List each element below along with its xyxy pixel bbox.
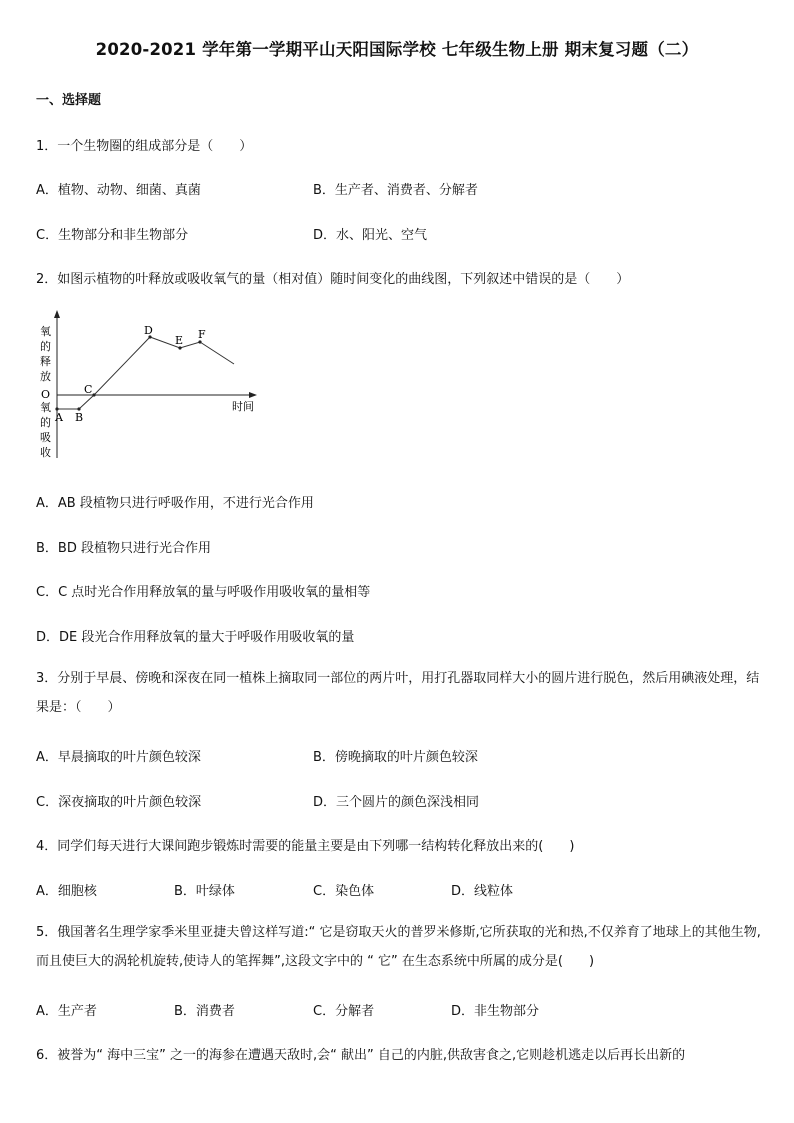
question-1-option-c: C．生物部分和非生物部分 — [36, 228, 189, 243]
question-2-option-b: B．BD 段植物只进行光合作用 — [36, 541, 211, 556]
y-label-bottom-3: 吸 — [40, 431, 51, 444]
origin-label: O — [41, 388, 51, 401]
question-2-option-a: A．AB 段植物只进行呼吸作用，不进行光合作用 — [36, 496, 314, 511]
point-f-label: F — [198, 328, 206, 341]
page-title: 2020-2021 学年第一学期平山天阳国际学校 七年级生物上册 期末复习题（二） — [95, 40, 699, 59]
question-3-option-d: D．三个圆片的颜色深浅相同 — [313, 795, 480, 810]
x-axis-label: 时间 — [232, 400, 254, 413]
question-1-option-a: A．植物、动物、细菌、真菌 — [36, 183, 201, 198]
question-1-stem: 1．一个生物圈的组成部分是（ ） — [36, 139, 253, 154]
question-3-option-b: B．傍晚摘取的叶片颜色较深 — [313, 750, 478, 765]
point-d-label: D — [144, 324, 153, 337]
y-label-top-4: 放 — [40, 370, 51, 383]
question-4-option-a: A．细胞核 — [36, 884, 97, 899]
y-label-top-2: 的 — [40, 340, 51, 353]
y-label-top-3: 释 — [40, 355, 51, 368]
oxygen-curve — [57, 337, 234, 409]
question-2-option-d: D．DE 段光合作用释放氧的量大于呼吸作用吸收氧的量 — [36, 630, 355, 645]
question-5-option-c: C．分解者 — [313, 1004, 375, 1019]
question-5-option-b: B．消费者 — [174, 1004, 235, 1019]
question-4-option-c: C．染色体 — [313, 884, 375, 899]
question-1-option-d: D．水、阳光、空气 — [313, 228, 428, 243]
question-2-stem: 2．如图示植物的叶释放或吸收氧气的量（相对值）随时间变化的曲线图，下列叙述中错误的是（ ） — [36, 272, 630, 287]
y-label-bottom-1: 氧 — [40, 401, 51, 414]
question-5-stem: 5．俄国著名生理学家季米里亚捷夫曾这样写道:“ 它是窃取天火的普罗米修斯,它所获取的光和热,不仅养育了地球上的其他生物,而且使巨大的涡轮机旋转,使诗人的笔挥舞”,这段文字中的 “ 它” 在生态系统中所属的成分是( ) — [36, 925, 761, 969]
question-3-option-a: A．早晨摘取的叶片颜色较深 — [36, 750, 201, 765]
question-3-stem: 3．分别于早晨、傍晚和深夜在同一植株上摘取同一部位的两片叶，用打孔器取同样大小的圆片进行脱色，然后用碘液处理，结果是：（ ） — [36, 671, 760, 715]
point-e-label: E — [175, 334, 184, 347]
question-3-option-c: C．深夜摘取的叶片颜色较深 — [36, 795, 202, 810]
oxygen-curve-figure — [36, 308, 266, 464]
question-1-option-b: B．生产者、消费者、分解者 — [313, 183, 478, 198]
question-6-stem: 6．被誉为“ 海中三宝” 之一的海参在遭遇天敌时,会“ 献出” 自己的内脏,供敌害食之,它则趁机逃走以后再长出新的 — [36, 1048, 686, 1063]
point-a-label: A — [55, 411, 63, 424]
question-4-option-b: B．叶绿体 — [174, 884, 235, 899]
x-axis-arrow — [249, 392, 257, 398]
question-4-option-d: D．线粒体 — [451, 884, 514, 899]
point-b-label: B — [75, 411, 84, 424]
y-label-top-1: 氧 — [40, 325, 51, 338]
question-2-option-c: C．C 点时光合作用释放氧的量与呼吸作用吸收氧的量相等 — [36, 585, 371, 600]
section-heading: 一、选择题 — [36, 93, 102, 108]
point-c-label: C — [84, 383, 93, 396]
y-label-bottom-2: 的 — [40, 416, 51, 429]
y-label-bottom-4: 收 — [40, 446, 51, 459]
question-4-stem: 4．同学们每天进行大课间跑步锻炼时需要的能量主要是由下列哪一结构转化释放出来的( ) — [36, 839, 575, 854]
question-5-option-d: D．非生物部分 — [451, 1004, 540, 1019]
question-5-option-a: A．生产者 — [36, 1004, 97, 1019]
point-c-dot — [92, 393, 95, 396]
y-axis-arrow — [54, 310, 60, 318]
